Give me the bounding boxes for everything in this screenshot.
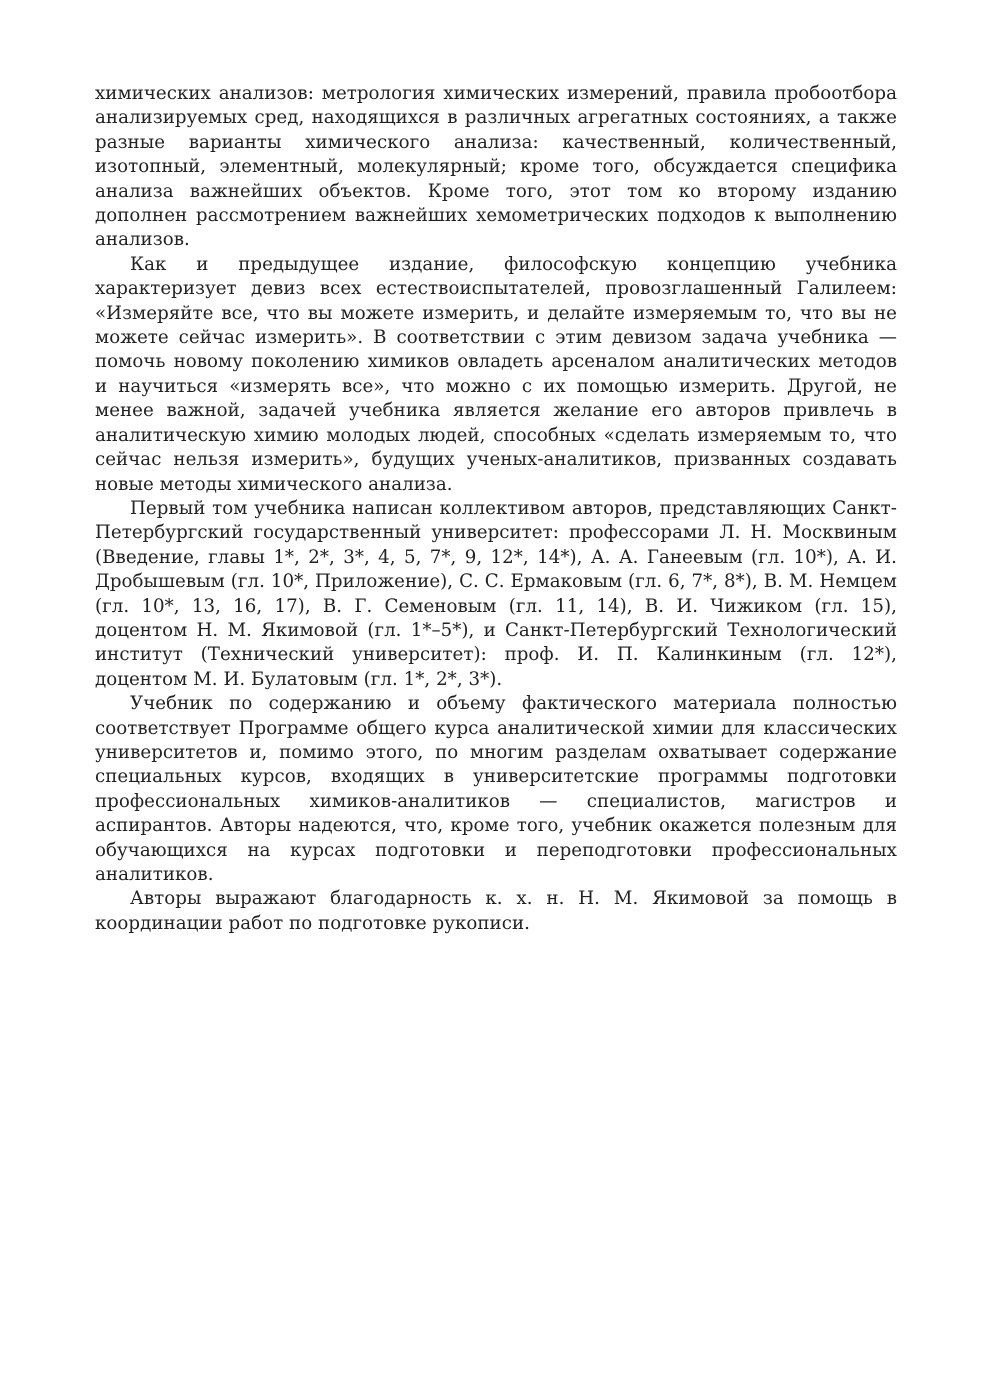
document-page: [95, 82, 897, 936]
paragraph-thanks: Авторы выражают благодарность к. х. н. Н. М. Якимовой за помощь в координации работ по подготовке рукописи.: [95, 888, 897, 934]
paragraph-program: Учебник по содержанию и объему фактического материала полностью соответствует Программе общего курса аналитической химии для классических университетов и, помимо этого, по многим разделам охватывает содержание специальных курсов, входящих в университетские программы подготовки профессиональных химиков-аналитиков — специалистов, магистров и аспирантов. Авторы надеются, что, кроме того, учебник окажется полезным для обучающихся на курсах подготовки и переподготовки профессиональных аналитиков.: [95, 693, 897, 885]
paragraph-philosophy: Как и предыдущее издание, философскую концепцию учебника характеризует девиз всех естествоиспытателей, провозглашенный Галилеем: «Измеряйте все, что вы можете измерить, и делайте измеряемым то, что вы не можете сейчас измерить». В соответствии с этим девизом задача учебника — помочь новому поколению химиков овладеть арсеналом аналитических методов и научиться «измерять все», что можно с их помощью измерить. Другой, не менее важной, задачей учебника является желание его авторов привлечь в аналитическую химию молодых людей, способных «сделать измеряемым то, что сейчас нельзя измерить», будущих ученых-аналитиков, призванных создавать новые методы химического анализа.: [95, 253, 897, 495]
paragraph-authors: Первый том учебника написан коллективом авторов, представляющих Санкт-Петербургский государственный университет: профессорами Л. Н. Москвиным (Введение, главы 1*, 2*, 3*, 4, 5, 7*, 9, 12*, 14*), А. А. Ганеевым (гл. 10*), А. И. Дробышевым (гл. 10*, Приложение), С. С. Ермаковым (гл. 6, 7*, 8*), В. М. Немцем (гл. 10*, 13, 16, 17), В. Г. Семеновым (гл. 11, 14), В. И. Чижиком (гл. 15), доцентом Н. М. Якимовой (гл. 1*–5*), и Санкт-Петербургский Технологический институт (Технический университет): проф. И. П. Калинкиным (гл. 12*), доцентом М. И. Булатовым (гл. 1*, 2*, 3*).: [95, 497, 897, 690]
paragraph-continuation: химических анализов: метрология химических измерений, правила пробоотбора анализируемых сред, находящихся в различных агрегатных состояниях, а также разные варианты химического анализа: качественный, количественный, изотопный, элементный, молекулярный; кроме того, обсуждается специфика анализа важнейших объектов. Кроме того, этот том ко второму изданию дополнен рассмотрением важнейших хемометрических подходов к выполнению анализов.: [95, 83, 897, 251]
